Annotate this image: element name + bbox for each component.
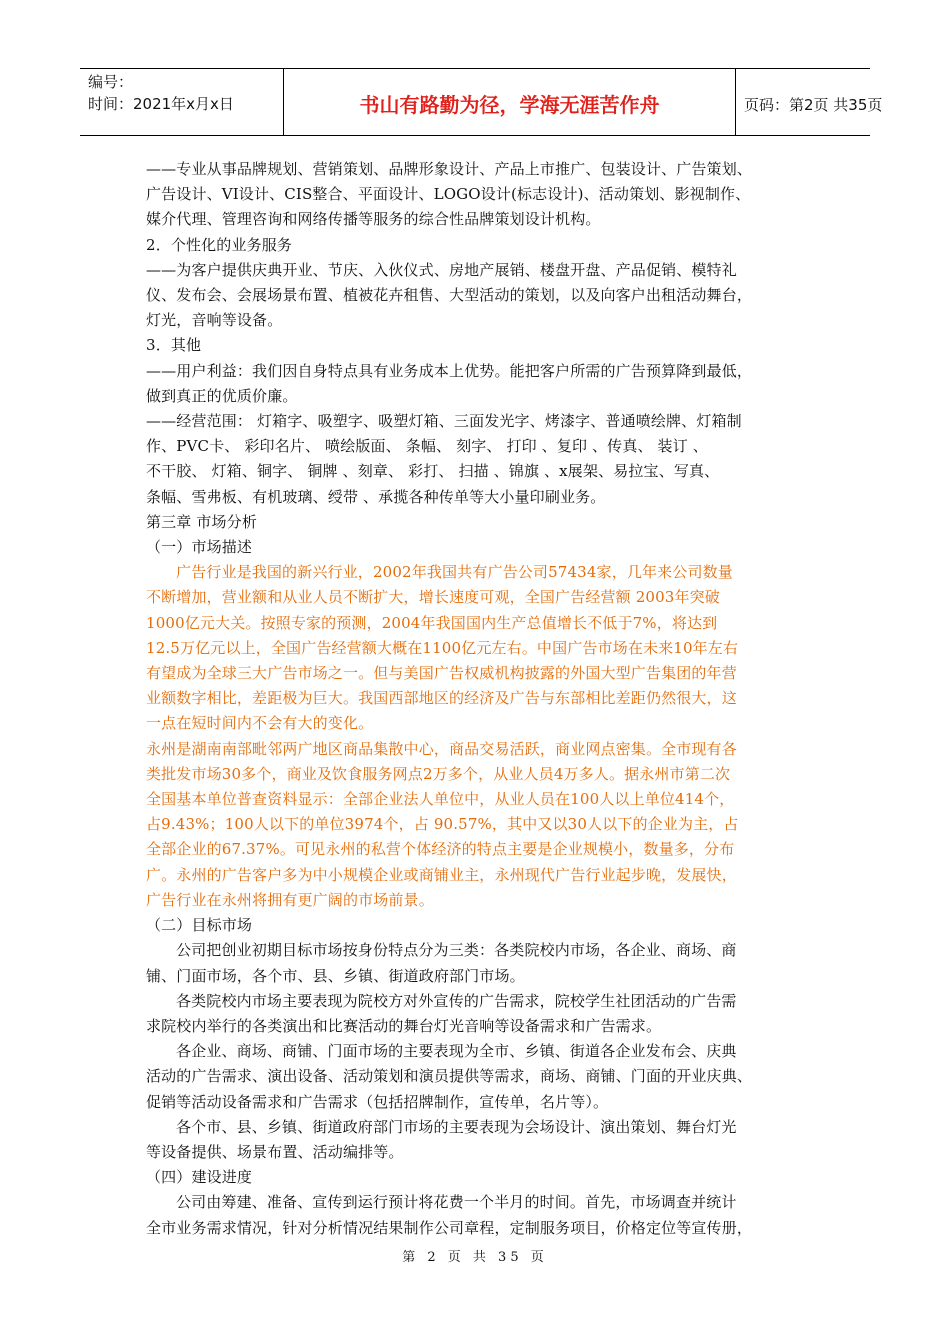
text-line: 条幅、雪弗板、有机玻璃、绶带 、承揽各种传单等大小量印刷业务。 bbox=[146, 487, 606, 506]
header-page-info: 页码：第2页 共35页 bbox=[744, 96, 883, 114]
header-motto-cell bbox=[284, 69, 736, 135]
document-body bbox=[146, 157, 806, 1241]
text-line: ——经营范围： 灯箱字、吸塑字、吸塑灯箱、三面发光字、烤漆字、普通喷绘牌、灯箱制 bbox=[146, 412, 742, 431]
text-line: 各企业、商场、商铺、门面市场的主要表现为全市、乡镇、街道各企业发布会、庆典 bbox=[176, 1042, 737, 1061]
text-line: 公司把创业初期目标市场按身份特点分为三类：各类院校内市场，各企业、商场、商 bbox=[176, 941, 737, 960]
text-line: 类批发市场30多个，商业及饮食服务网点2万多个，从业人员4万多人。据永州市第二次 bbox=[146, 764, 731, 783]
header-page-cell bbox=[736, 69, 883, 135]
text-line: 各类院校内市场主要表现为院校方对外宣传的广告需求，院校学生社团活动的广告需 bbox=[176, 991, 737, 1010]
text-line: 做到真正的优质价廉。 bbox=[146, 386, 298, 405]
text-line: 不干胶、 灯箱、铜字、 铜牌 、刻章、 彩打、 扫描 、锦旗 、x展架、易拉宝、写真、 bbox=[146, 462, 720, 481]
text-line: 公司由筹建、准备、宣传到运行预计将花费一个半月的时间。首先，市场调查并统计 bbox=[176, 1193, 737, 1212]
text-line: ——专业从事品牌规划、营销策划、品牌形象设计、产品上市推广、包装设计、广告策划、 bbox=[146, 160, 753, 178]
text-line: 3．其他 bbox=[146, 336, 202, 355]
text-line: 灯光，音响等设备。 bbox=[146, 311, 283, 330]
text-line: 全市业务需求情况，针对分析情况结果制作公司章程，定制服务项目，价格定位等宣传册， bbox=[146, 1218, 753, 1237]
page-footer: 第 2 页 共 35 页 bbox=[402, 1250, 548, 1265]
text-line: 12.5万亿元以上，全国广告经营额大概在1100亿元左右。中国广告市场在未来10年左右 bbox=[146, 638, 739, 657]
text-line: 1000亿元大关。按照专家的预测，2004年我国国内生产总值增长不低于7%，将达到 bbox=[146, 613, 718, 632]
page-header bbox=[80, 68, 883, 136]
date-label: 时间：2021年x月x日 bbox=[88, 95, 234, 113]
text-line: 全国基本单位普查资料显示：全部企业法人单位中，从业人员在100人以上单位414个， bbox=[146, 790, 735, 809]
text-line: 不断增加，营业额和从业人员不断扩大，增长速度可观，全国广告经营额 2003年突破 bbox=[146, 588, 720, 607]
text-line: 活动的广告需求、演出设备、活动策划和演员提供等需求，商场、商铺、门面的开业庆典、 bbox=[146, 1067, 753, 1086]
text-line: 等设备提供、场景布置、活动编排等。 bbox=[146, 1142, 404, 1161]
text-line: 广告行业是我国的新兴行业，2002年我国共有广告公司57434家，几年来公司数量 bbox=[176, 563, 733, 582]
serial-label: 编号： bbox=[88, 73, 134, 91]
text-line: 第三章 市场分析 bbox=[146, 512, 257, 531]
text-line: ——为客户提供庆典开业、节庆、入伙仪式、房地产展销、楼盘开盘、产品促销、模特礼 bbox=[146, 260, 737, 279]
text-line: （一）市场描述 bbox=[146, 538, 253, 557]
text-line: 媒介代理、管理咨询和网络传播等服务的综合性品牌策划设计机构。 bbox=[146, 210, 601, 229]
text-line: ——用户利益：我们因自身特点具有业务成本上优势。能把客户所需的广告预算降到最低， bbox=[146, 361, 753, 380]
text-line: 铺、门面市场，各个市、县、乡镇、街道政府部门市场。 bbox=[146, 966, 525, 985]
text-line: 有望成为全球三大广告市场之一。但与美国广告权威机构披露的外国大型广告集团的年营 bbox=[146, 664, 737, 683]
header-meta bbox=[80, 69, 284, 135]
text-line: 广告行业在永州将拥有更广阔的市场前景。 bbox=[146, 890, 434, 909]
header-motto: 书山有路勤为径，学海无涯苦作舟 bbox=[359, 93, 660, 117]
text-line: 广。永州的广告客户多为中小规模企业或商铺业主，永州现代广告行业起步晚，发展快， bbox=[146, 865, 737, 884]
text-line: 业额数字相比，差距极为巨大。我国西部地区的经济及广告与东部相比差距仍然很大，这 bbox=[146, 689, 737, 708]
text-line: 求院校内举行的各类演出和比赛活动的舞台灯光音响等设备需求和广告需求。 bbox=[146, 1016, 662, 1035]
text-line: （四）建设进度 bbox=[146, 1168, 253, 1187]
text-line: 作、PVC卡、 彩印名片、 喷绘版面、 条幅、 刻字、 打印 、复印 、传真、 装订 、 bbox=[146, 437, 708, 456]
text-line: 永州是湖南南部毗邻两广地区商品集散中心，商品交易活跃，商业网点密集。全市现有各 bbox=[146, 739, 737, 758]
text-line: 广告设计、VI设计、CIS整合、平面设计、LOGO设计(标志设计)、活动策划、影视制作、 bbox=[146, 185, 751, 204]
text-line: 一点在短时间内不会有大的变化。 bbox=[146, 714, 374, 733]
text-line: 促销等活动设备需求和广告需求（包括招牌制作，宣传单，名片等）。 bbox=[146, 1092, 609, 1111]
text-line: 2．个性化的业务服务 bbox=[146, 235, 293, 254]
text-line: （二）目标市场 bbox=[146, 916, 253, 935]
text-line: 全部企业的67.37%。可见永州的私营个体经济的特点主要是企业规模小，数量多，分布 bbox=[146, 840, 735, 859]
text-line: 占9.43%；100人以下的单位3974个，占 90.57%，其中又以30人以下的企业为主，占 bbox=[146, 815, 739, 834]
text-line: 各个市、县、乡镇、街道政府部门市场的主要表现为会场设计、演出策划、舞台灯光 bbox=[176, 1117, 737, 1136]
text-line: 仪、发布会、会展场景布置、植被花卉租售、大型活动的策划，以及向客户出租活动舞台， bbox=[146, 286, 753, 305]
